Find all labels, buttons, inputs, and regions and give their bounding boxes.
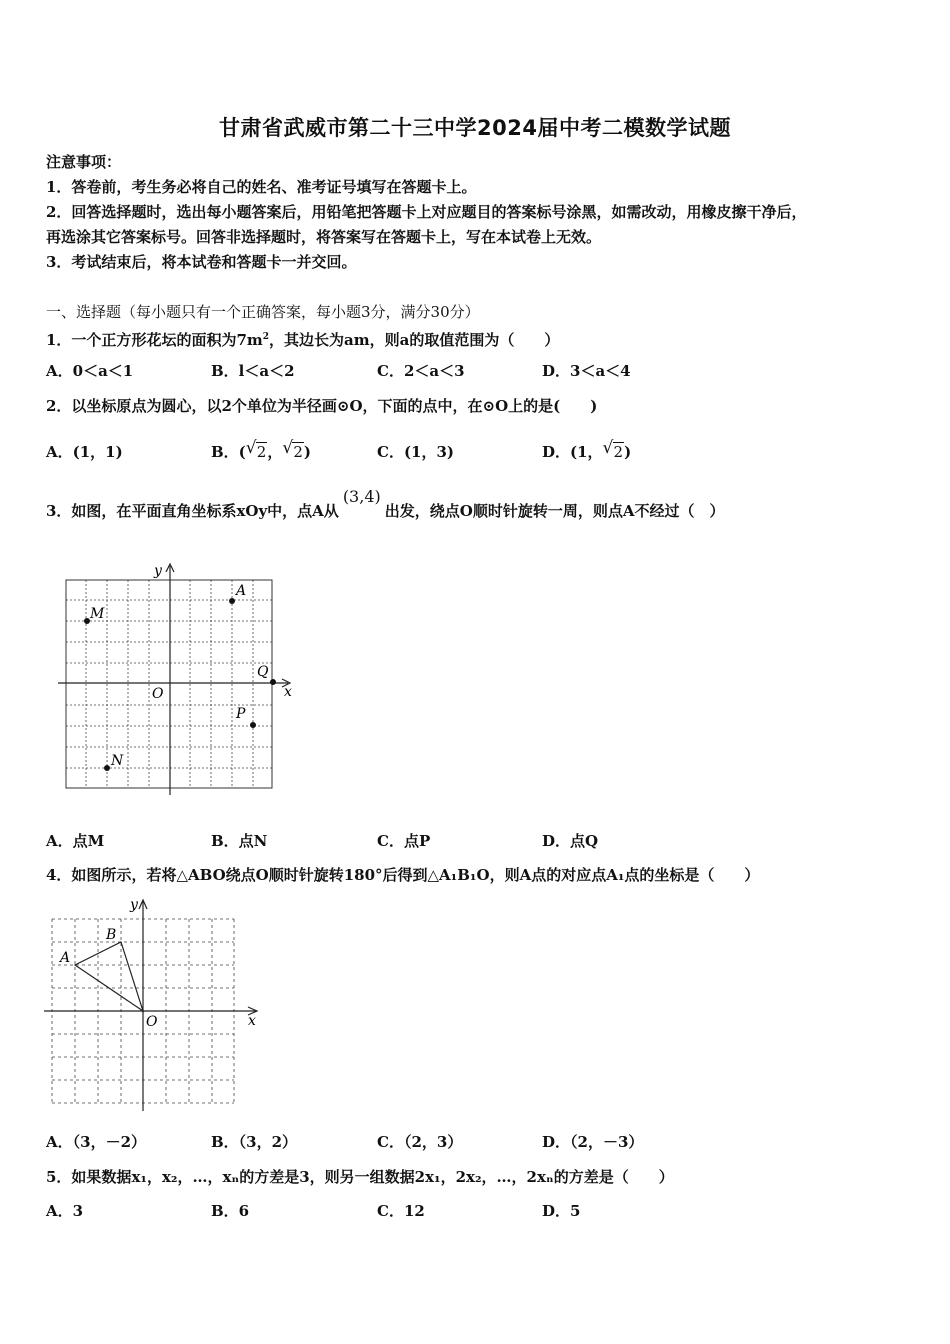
q3-point-n: [104, 765, 110, 771]
q1-sup: 2: [262, 332, 270, 342]
q3-point-p-label: P: [236, 706, 246, 722]
q3-point-m-label: M: [90, 606, 105, 622]
q1-option-d: D．3＜a＜4: [542, 362, 631, 380]
q4-x-label: x: [248, 1013, 256, 1029]
q3-option-c: C．点P: [377, 832, 431, 850]
q2-option-c: C．(1，3): [377, 443, 455, 461]
q2-b-pre: B．(: [211, 443, 246, 461]
q1-option-b: B．l＜a＜2: [211, 362, 295, 380]
q2-option-a: A．(1，1): [46, 443, 123, 461]
q3-x-label: x: [284, 684, 292, 700]
q4-y-label: y: [130, 897, 138, 913]
q3-stem-b: 出发，绕点O顺时针旋转一周，则点A不经过（ ）: [384, 502, 725, 520]
q5-option-b: B．6: [211, 1202, 250, 1220]
exam-title: 甘肃省武威市第二十三中学2024届中考二模数学试题: [219, 116, 731, 140]
q2-b-mid: ，: [267, 443, 283, 461]
q5-option-a: A．3: [46, 1202, 84, 1220]
q3-option-d: D．点Q: [542, 832, 599, 850]
q2-b-radicand-1: 2: [256, 443, 267, 461]
notice-item-2a: 2．回答选择题时，选出每小题答案后，用铅笔把答题卡上对应题目的答案标号涂黑，如需改动，用橡皮擦干净后，: [46, 203, 807, 221]
notice-item-3: 3．考试结束后，将本试卷和答题卡一并交回。: [46, 253, 357, 271]
q2-stem: 2．以坐标原点为圆心，以2个单位为半径画⊙O，下面的点中，在⊙O上的是( ): [46, 397, 598, 415]
sqrt-2-first: [246, 442, 268, 462]
sqrt-2-d: [603, 442, 625, 462]
q2-b-radicand-2: 2: [293, 443, 303, 461]
q4-triangle-abo: [75, 942, 143, 1011]
sqrt-2-second: [282, 442, 304, 462]
q1-option-a: A．0＜a＜1: [46, 362, 134, 380]
notice-item-2b: 再选涂其它答案标号。回答非选择题时，将答案写在答题卡上，写在本试卷上无效。: [46, 228, 602, 246]
q2-d-radicand: 2: [613, 443, 624, 461]
q3-point-n-label: N: [111, 753, 124, 769]
q5-option-d: D．5: [542, 1202, 581, 1220]
q1-stem: [46, 327, 559, 350]
q2-d-pre: D．(1，: [542, 443, 603, 461]
q4-coordinate-figure: [40, 895, 265, 1117]
q3-point-a: [229, 598, 235, 604]
q4-stem: 4．如图所示，若将△ABO绕点O顺时针旋转180°后得到△A₁B₁O，则A点的对应点A₁点的坐标是（ ）: [46, 866, 760, 884]
q4-point-a-label: A: [60, 950, 71, 966]
q4-point-b-label: B: [106, 927, 117, 943]
q1-option-c: C．2＜a＜3: [377, 362, 465, 380]
q3-option-b: B．点N: [211, 832, 268, 850]
q2-b-post: ): [303, 443, 311, 461]
q5-stem: 5．如果数据x₁，x₂，…，xₙ的方差是3，则另一组数据2x₁，2x₂，…，2xₙ的方差是（ ）: [46, 1168, 674, 1186]
q2-d-post: ): [624, 443, 632, 461]
notice-item-1: 1．答卷前，考生务必将自己的姓名、准考证号填写在答题卡上。: [46, 178, 477, 196]
q3-coordinate-figure: [50, 560, 300, 800]
q3-point-p: [250, 722, 256, 728]
q2-option-d: [542, 442, 631, 462]
q4-origin-label: O: [146, 1014, 158, 1030]
q1-stem-a: 1．一个正方形花坛的面积为7m: [46, 331, 263, 349]
q3-point-q: [270, 679, 276, 685]
q3-y-label: y: [154, 563, 162, 579]
q3-point-a-label: A: [236, 583, 247, 599]
q4-option-a: A．（3，－2）: [46, 1133, 147, 1151]
q3-stem-a: 3．如图，在平面直角坐标系xOy中，点A从: [46, 502, 339, 520]
q4-option-c: C．（2，3）: [377, 1133, 463, 1151]
q2-option-b: [211, 442, 311, 462]
q3-point-q-label: Q: [257, 664, 269, 680]
q5-option-c: C．12: [377, 1202, 425, 1220]
q1-stem-b: ，其边长为am，则a的取值范围为（ ）: [269, 331, 560, 349]
q3-origin-label: O: [152, 686, 164, 702]
q4-option-d: D．（2，－3）: [542, 1133, 644, 1151]
q3-stem: [46, 487, 725, 521]
q4-option-b: B．（3，2）: [211, 1133, 298, 1151]
section-heading: 一、选择题（每小题只有一个正确答案，每小题3分，满分30分）: [46, 303, 480, 321]
q3-coord: (3,4): [342, 487, 381, 506]
notice-heading: 注意事项：: [46, 153, 122, 171]
q3-option-a: A．点M: [46, 832, 105, 850]
